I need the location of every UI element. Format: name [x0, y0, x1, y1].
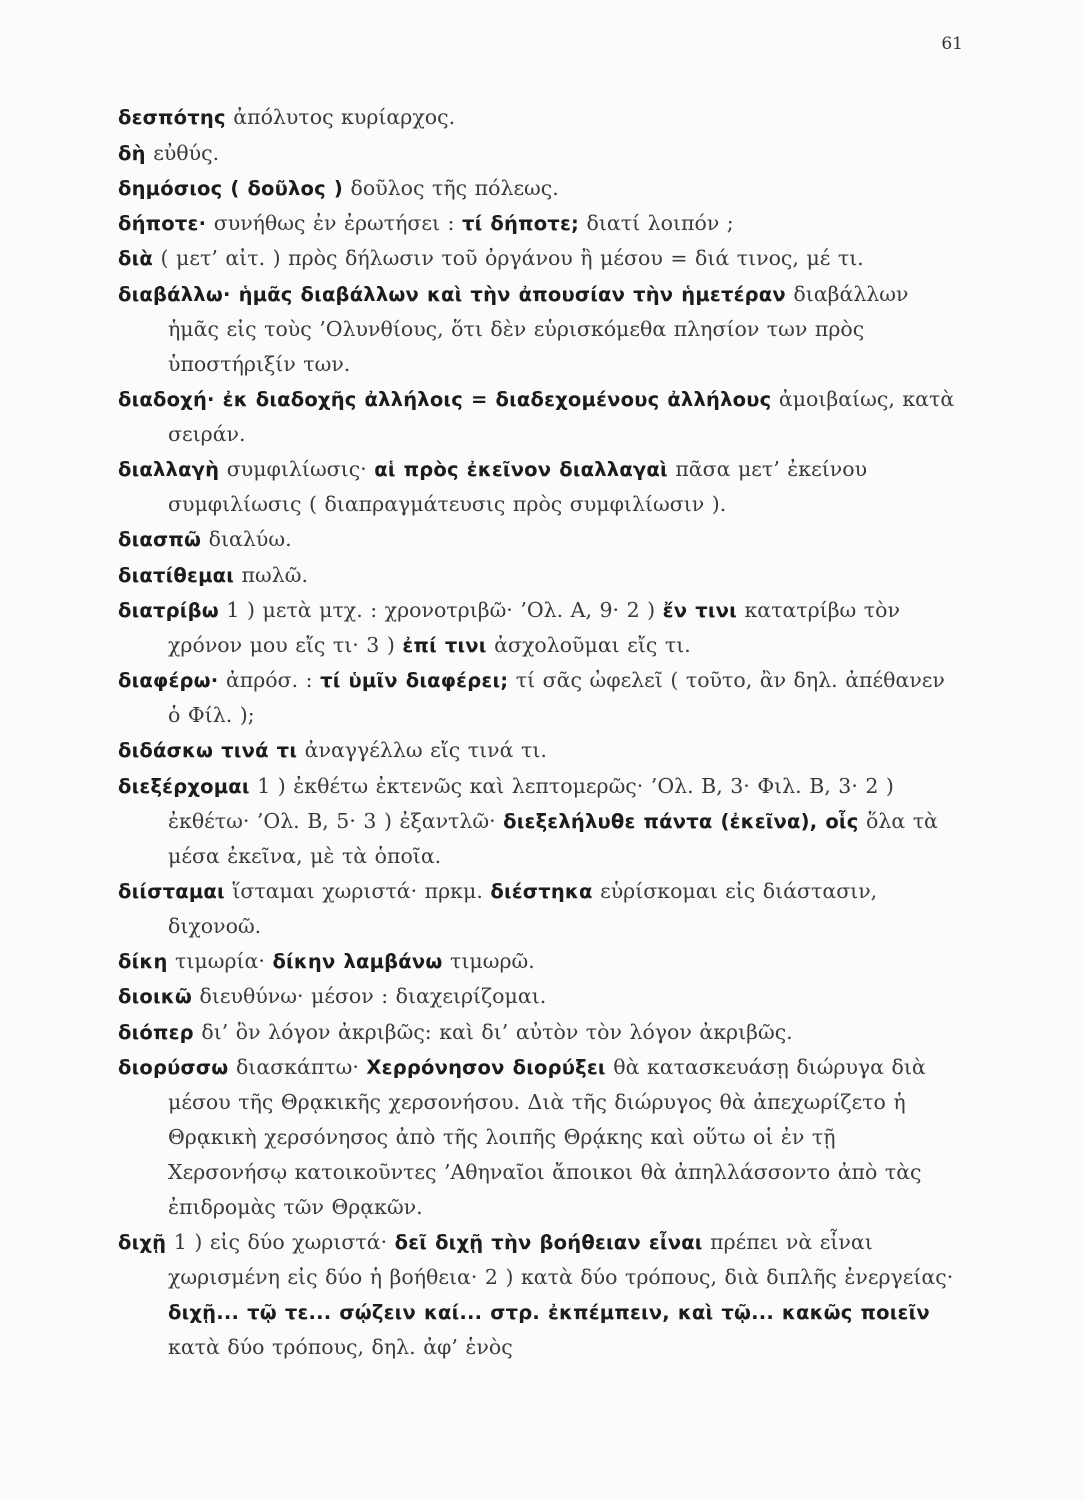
headword-text: διατρίβω: [118, 598, 219, 622]
definition-text: τιμωρία·: [167, 949, 273, 973]
dictionary-entry: [118, 593, 958, 663]
headword-text: δίκη: [118, 950, 168, 973]
headword-text: ἔν τινι: [662, 598, 737, 622]
dictionary-entry: [118, 769, 958, 874]
definition-text: ἀπόλυτος κυρίαρχος.: [225, 105, 456, 129]
definition-text: κατὰ δύο τρόπους, δηλ. ἀφ’ ἑνὸς: [168, 1335, 513, 1359]
headword-text: Χερρόνησον διορύξει: [366, 1055, 606, 1079]
definition-text: πωλῶ.: [234, 562, 308, 587]
definition-text: δι’ ὃν λόγον ἀκριβῶς: καὶ δι’ αὐτὸν τὸν λόγον ἀκριβῶς.: [193, 1019, 793, 1044]
definition-text: ἀναγγέλλω εἴς τινά τι.: [297, 738, 547, 762]
headword-text: δεσπότης: [118, 106, 226, 129]
definition-text: ἀμοιβαίως, κατὰ σειράν.: [168, 386, 955, 446]
headword-text: δὴ: [118, 141, 146, 165]
definition-text: πρέπει νὰ εἶναι χωρισμένη εἰς δύο ἡ βοήθεια· 2 ) κατὰ δύο τρόπους, διὰ διπλῆς ἐνεργείας·: [168, 1230, 954, 1289]
headword-text: τί ὑμῖν διαφέρει;: [320, 669, 509, 692]
definition-text: τιμωρῶ.: [442, 949, 535, 973]
definition-text: διασκάπτω·: [228, 1054, 367, 1079]
definition-text: ἀσχολοῦμαι εἴς τι.: [486, 632, 691, 657]
dictionary-entry: [118, 558, 958, 593]
dictionary-entry: [118, 874, 958, 944]
headword-text: διὰ: [118, 247, 153, 270]
headword-text: ἐπί τινι: [402, 633, 487, 657]
definition-text: τί σᾶς ὠφελεῖ ( τοῦτο, ἂν δηλ. ἀπέθανεν ὁ Φίλ. );: [168, 668, 945, 727]
headword-text: διορύσσω: [118, 1055, 229, 1079]
headword-text: τί δήποτε;: [461, 212, 579, 235]
headword-text: διεξελήλυθε πάντα (ἐκεῖνα), οἷς: [503, 809, 859, 833]
headword-text: δίκην λαμβάνω: [272, 950, 443, 973]
headword-text: αἱ πρὸς ἐκεῖνον διαλλαγαὶ: [374, 458, 668, 481]
headword-text: διχῇ... τῷ τε... σῴζειν καί... στρ. ἐκπέμπειν, καὶ τῷ... κακῶς ποιεῖν: [168, 1301, 930, 1324]
headword-text: διδάσκω τινά τι: [118, 739, 298, 762]
definition-text: συμφιλίωσις·: [219, 457, 375, 481]
dictionary-entry: [118, 663, 958, 733]
headword-text: δημόσιος ( δοῦλος ): [118, 176, 344, 200]
headword-text: διαλλαγὴ: [118, 458, 220, 481]
dictionary-entry: [118, 136, 958, 171]
dictionary-entry: [118, 944, 958, 979]
definition-text: διατί λοιπόν ;: [579, 211, 734, 235]
definition-text: ὅλα τὰ μέσα ἐκεῖνα, μὲ τὰ ὁποῖα.: [168, 808, 938, 868]
dictionary-entry: [118, 241, 958, 276]
definition-text: κατατρίβω τὸν χρόνον μου εἴς τι· 3 ): [168, 597, 900, 657]
definition-text: θὰ κατασκευάσῃ διώρυγα διὰ μέσου τῆς Θρᾳκικῆς χερσονήσου. Διὰ τῆς διώρυγος θὰ ἀπεχωρίζετο ἡ Θρᾳκικὴ χερσόνησος ἀπὸ τῆς λοιπῆς Θρᾴκης καὶ οὕτω οἱ ἐν τῇ Χερσονήσῳ κατοικοῦντες ’Αθηναῖοι ἄποικοι θὰ ἀπηλλάσσοντο ἀπὸ τὰς ἐπιδρομὰς τῶν Θρᾳκῶν.: [168, 1054, 926, 1219]
definition-text: ἀπρόσ. :: [218, 668, 321, 692]
headword-text: διόπερ: [118, 1020, 194, 1044]
dictionary-entry: [118, 277, 958, 382]
dictionary-entry: [118, 1015, 958, 1050]
headword-text: διχῇ: [118, 1231, 167, 1254]
dictionary-entry: [118, 1225, 958, 1365]
headword-text: διεξέρχομαι: [118, 774, 250, 798]
headword-text: διαφέρω·: [118, 669, 219, 692]
definition-text: συνήθως ἐν ἐρωτήσει :: [206, 211, 462, 235]
headword-text: δήποτε·: [118, 212, 207, 235]
headword-text: διασπῶ: [118, 528, 202, 551]
dictionary-entry: [118, 100, 958, 135]
definition-text: διαβάλλων ἡμᾶς εἰς τοὺς ’Ολυνθίους, ὅτι δὲν εὑρισκόμεθα πλησίον των πρὸς ὑποστήριξίν των.: [168, 281, 909, 376]
dictionary-entry: [118, 206, 958, 241]
headword-text: δεῖ διχῇ τὴν βοήθειαν εἶναι: [394, 1231, 703, 1254]
dictionary-entry: [118, 382, 958, 452]
definition-text: διευθύνω· μέσον : διαχειρίζομαι.: [192, 984, 547, 1008]
definition-text: 1 ) μετὰ μτχ. : χρονοτριβῶ· ’Ολ. Α, 9· 2 ): [218, 597, 663, 622]
headword-text: διέστηκα: [490, 879, 593, 903]
dictionary-entry: [118, 171, 958, 206]
dictionary-entry: [118, 979, 958, 1014]
definition-text: πᾶσα μετ’ ἐκείνου συμφιλίωσις ( διαπραγμάτευσις πρὸς συμφιλίωσιν ).: [168, 457, 868, 516]
definition-text: δοῦλος τῆς πόλεως.: [343, 175, 559, 200]
dictionary-entry: [118, 452, 958, 522]
definition-text: εὑρίσκομαι εἰς διάστασιν, διχονοῶ.: [168, 878, 878, 938]
definition-text: διαλύω.: [201, 527, 292, 551]
definition-text: εὐθύς.: [145, 140, 220, 165]
dictionary-entry: [118, 522, 958, 557]
headword-text: διατίθεμαι: [118, 563, 235, 587]
headword-text: διίσταμαι: [118, 879, 225, 903]
headword-text: διοικῶ: [118, 985, 192, 1008]
headword-text: διαβάλλω· ἡμᾶς διαβάλλων καὶ τὴν ἀπουσίαν τὴν ἡμετέραν: [118, 282, 786, 306]
definition-text: 1 ) εἰς δύο χωριστά·: [166, 1230, 395, 1254]
definition-text: ( μετ’ αἰτ. ) πρὸς δήλωσιν τοῦ ὀργάνου ἢ μέσου = διά τινος, μέ τι.: [153, 246, 864, 270]
dictionary-entry: [118, 733, 958, 768]
definition-text: ἵσταμαι χωριστά· πρκμ.: [224, 878, 491, 903]
dictionary-entries: [118, 100, 958, 1365]
headword-text: διαδοχή· ἐκ διαδοχῆς ἀλλήλοις = διαδεχομένους ἀλλήλους: [118, 387, 772, 411]
dictionary-entry: [118, 1050, 958, 1225]
definition-text: 1 ) ἐκθέτω ἐκτενῶς καὶ λεπτομερῶς· ’Ολ. Β, 3· Φιλ. Β, 3· 2 ) ἐκθέτω· ’Ολ. Β, 5· 3 ) ἐξαντλῶ·: [168, 773, 894, 833]
page-number: 61: [941, 34, 963, 54]
